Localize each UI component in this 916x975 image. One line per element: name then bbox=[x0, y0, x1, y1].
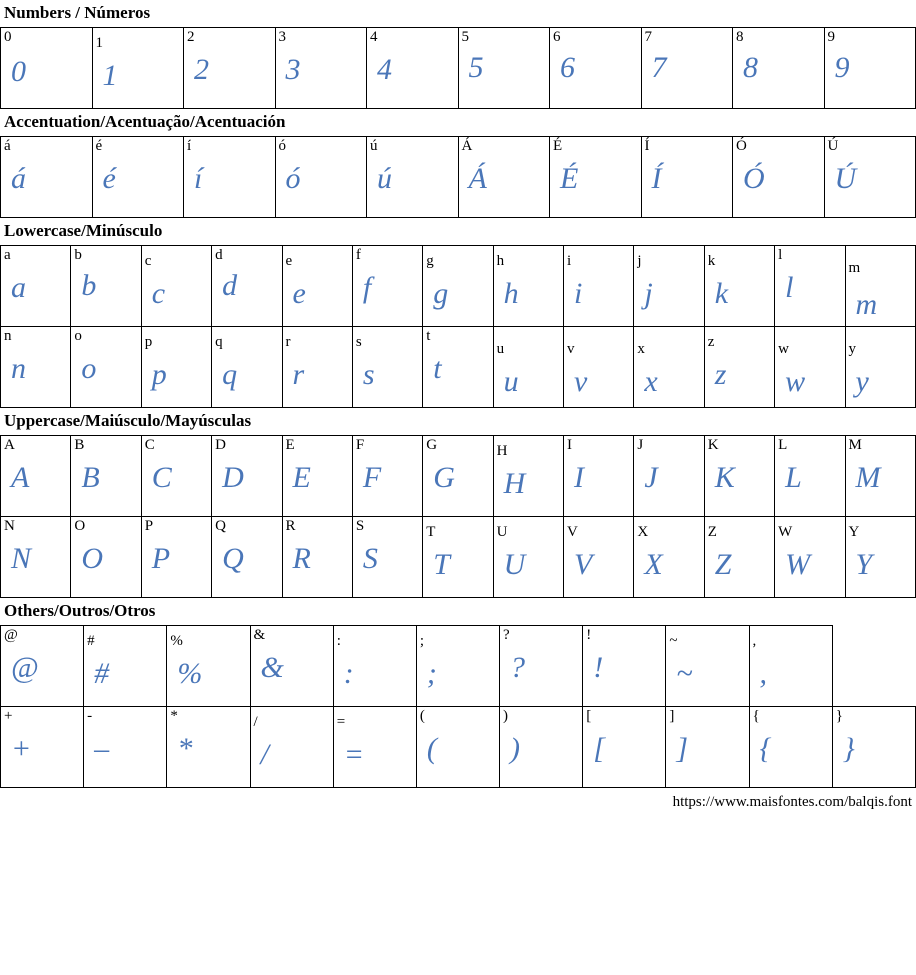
glyph-cell-c bbox=[141, 246, 211, 327]
char-sample: O bbox=[81, 542, 104, 575]
glyph-cell-brace-close bbox=[832, 707, 915, 788]
glyph-cell-comma bbox=[749, 626, 832, 707]
glyph-cell-J bbox=[634, 436, 704, 517]
char-label: L bbox=[778, 437, 788, 453]
glyph-cell-O bbox=[71, 517, 141, 598]
char-sample: D bbox=[222, 461, 245, 494]
char-label: y bbox=[848, 341, 856, 357]
char-sample: ó bbox=[285, 162, 301, 195]
char-sample: ~ bbox=[676, 657, 694, 690]
char-label: a bbox=[4, 247, 11, 263]
char-sample: K bbox=[714, 461, 736, 494]
char-sample: t bbox=[433, 352, 443, 385]
char-sample: * bbox=[177, 732, 193, 765]
table-row bbox=[1, 707, 916, 788]
char-label: 6 bbox=[553, 29, 561, 45]
glyph-cell-h bbox=[493, 246, 563, 327]
char-label: V bbox=[567, 524, 578, 540]
char-sample: L bbox=[785, 461, 803, 494]
glyph-cell-x bbox=[634, 327, 704, 408]
char-label: M bbox=[848, 437, 862, 453]
char-sample: ! bbox=[593, 651, 604, 684]
glyph-cell-q bbox=[212, 327, 282, 408]
char-label: { bbox=[752, 708, 760, 724]
source-url[interactable]: https://www.maisfontes.com/balqis.font bbox=[672, 794, 912, 810]
glyph-table-others bbox=[0, 625, 916, 788]
char-sample: W bbox=[785, 548, 811, 581]
glyph-cell-ampersand bbox=[250, 626, 333, 707]
glyph-cell-I-acute bbox=[641, 137, 733, 218]
char-label: k bbox=[707, 253, 716, 269]
char-label: W bbox=[778, 524, 793, 540]
table-row bbox=[1, 517, 916, 598]
char-label: J bbox=[637, 437, 644, 453]
glyph-cell-E-acute bbox=[550, 137, 642, 218]
char-label: ( bbox=[419, 708, 425, 724]
char-label: - bbox=[87, 708, 93, 724]
char-sample: c bbox=[151, 277, 166, 310]
char-sample: f bbox=[362, 271, 372, 304]
char-label: q bbox=[215, 334, 223, 350]
char-label: * bbox=[170, 708, 178, 724]
glyph-cell-K bbox=[704, 436, 774, 517]
glyph-cell-u-acute bbox=[367, 137, 459, 218]
char-sample: é bbox=[102, 162, 117, 195]
char-sample: @ bbox=[11, 651, 40, 684]
char-label: G bbox=[426, 437, 438, 453]
glyph-cell-brace-open bbox=[749, 707, 832, 788]
char-sample: F bbox=[362, 461, 382, 494]
glyph-cell-v bbox=[564, 327, 634, 408]
char-sample: 1 bbox=[102, 59, 118, 92]
char-sample: : bbox=[343, 657, 355, 690]
char-label: j bbox=[637, 253, 642, 269]
glyph-cell-l bbox=[775, 246, 845, 327]
glyph-cell-1 bbox=[92, 28, 184, 109]
char-label: & bbox=[253, 627, 266, 643]
glyph-cell-r bbox=[282, 327, 352, 408]
char-sample: # bbox=[94, 657, 110, 690]
char-label: Í bbox=[644, 138, 650, 154]
glyph-cell-8 bbox=[733, 28, 825, 109]
char-sample: q bbox=[222, 358, 238, 391]
glyph-cell-Z bbox=[704, 517, 774, 598]
char-sample: e bbox=[292, 277, 307, 310]
section-title-uppercase: Uppercase/Maiúsculo/Mayúsculas bbox=[4, 411, 252, 430]
char-sample: o bbox=[81, 352, 97, 385]
glyph-cell-d bbox=[212, 246, 282, 327]
char-label: % bbox=[170, 633, 183, 649]
char-label: d bbox=[215, 247, 223, 263]
glyph-cell-minus bbox=[84, 707, 167, 788]
glyph-cell-O-acute bbox=[733, 137, 825, 218]
char-sample: n bbox=[11, 352, 27, 385]
glyph-cell-asterisk bbox=[167, 707, 250, 788]
glyph-cell-2 bbox=[184, 28, 276, 109]
glyph-cell-a-acute bbox=[1, 137, 93, 218]
glyph-cell-e bbox=[282, 246, 352, 327]
char-label: B bbox=[74, 437, 85, 453]
section-title-numbers: Numbers / Números bbox=[4, 3, 151, 22]
char-sample: ] bbox=[676, 732, 689, 765]
glyph-cell-tilde bbox=[666, 626, 749, 707]
char-sample: Í bbox=[651, 162, 662, 195]
char-sample: É bbox=[560, 162, 579, 195]
char-label: 2 bbox=[187, 29, 195, 45]
glyph-cell-M bbox=[845, 436, 916, 517]
glyph-cell-7 bbox=[641, 28, 733, 109]
glyph-cell-L bbox=[775, 436, 845, 517]
char-sample: i bbox=[574, 277, 583, 310]
char-sample: E bbox=[292, 461, 312, 494]
char-sample: Ú bbox=[834, 162, 857, 195]
char-label: ? bbox=[503, 627, 510, 643]
char-sample: / bbox=[260, 738, 270, 771]
char-sample: V bbox=[574, 548, 593, 581]
char-sample: , bbox=[759, 657, 768, 690]
char-label: e bbox=[285, 253, 293, 269]
table-row bbox=[1, 327, 916, 408]
char-label: [ bbox=[586, 708, 592, 724]
char-label: í bbox=[187, 138, 192, 154]
glyph-cell-V bbox=[564, 517, 634, 598]
char-sample: H bbox=[503, 467, 526, 500]
glyph-cell-R bbox=[282, 517, 352, 598]
glyph-cell-question bbox=[500, 626, 583, 707]
char-sample: 8 bbox=[743, 51, 759, 84]
char-label: 8 bbox=[736, 29, 744, 45]
char-sample: 3 bbox=[285, 53, 301, 86]
char-label: 9 bbox=[827, 29, 835, 45]
glyph-cell-i-acute bbox=[184, 137, 276, 218]
char-sample: ; bbox=[426, 657, 438, 690]
glyph-cell-m bbox=[845, 246, 916, 327]
char-sample: p bbox=[151, 358, 168, 391]
char-label: ; bbox=[419, 633, 425, 649]
char-sample: { bbox=[759, 732, 773, 765]
char-sample: a bbox=[11, 271, 27, 304]
section-title-lowercase: Lowercase/Minúsculo bbox=[4, 221, 163, 240]
char-label: F bbox=[355, 437, 365, 453]
char-label: O bbox=[74, 518, 86, 534]
glyph-cell-n bbox=[1, 327, 71, 408]
char-label: ] bbox=[669, 708, 675, 724]
char-label: h bbox=[496, 253, 505, 269]
char-sample: U bbox=[503, 548, 526, 581]
char-label: o bbox=[74, 328, 82, 344]
char-label: P bbox=[144, 518, 154, 534]
glyph-cell-B bbox=[71, 436, 141, 517]
char-sample: 2 bbox=[194, 53, 210, 86]
char-label: z bbox=[707, 334, 715, 350]
char-label: ó bbox=[278, 138, 286, 154]
char-label: u bbox=[496, 341, 505, 357]
glyph-cell-plus bbox=[1, 707, 84, 788]
glyph-cell-semicolon bbox=[416, 626, 499, 707]
char-sample: m bbox=[855, 288, 878, 321]
char-sample: } bbox=[842, 732, 856, 765]
char-label: T bbox=[426, 524, 436, 540]
char-label: ! bbox=[586, 627, 592, 643]
glyph-cell-j bbox=[634, 246, 704, 327]
glyph-cell-9 bbox=[824, 28, 916, 109]
char-label: x bbox=[637, 341, 645, 357]
glyph-cell-5 bbox=[458, 28, 550, 109]
glyph-cell-k bbox=[704, 246, 774, 327]
char-sample: d bbox=[222, 269, 238, 302]
char-sample: 9 bbox=[834, 51, 850, 84]
glyph-cell-U bbox=[493, 517, 563, 598]
char-sample: b bbox=[81, 269, 97, 302]
char-sample: Ó bbox=[743, 162, 766, 195]
char-sample: & bbox=[260, 651, 285, 684]
char-sample: ú bbox=[377, 162, 393, 195]
char-sample: 4 bbox=[377, 53, 393, 86]
char-label: c bbox=[144, 253, 152, 269]
char-sample: X bbox=[644, 548, 664, 581]
glyph-cell-E bbox=[282, 436, 352, 517]
glyph-cell-o bbox=[71, 327, 141, 408]
glyph-cell-paren-open bbox=[416, 707, 499, 788]
glyph-table-numbers bbox=[0, 27, 916, 109]
table-row bbox=[1, 246, 916, 327]
char-label: A bbox=[4, 437, 15, 453]
char-label: C bbox=[144, 437, 155, 453]
char-label: = bbox=[336, 714, 346, 730]
char-sample: r bbox=[292, 358, 305, 391]
glyph-cell-percent bbox=[167, 626, 250, 707]
char-sample: 6 bbox=[560, 51, 576, 84]
glyph-cell-b bbox=[71, 246, 141, 327]
char-sample: Q bbox=[222, 542, 245, 575]
glyph-cell-equals bbox=[333, 707, 416, 788]
char-label: 3 bbox=[278, 29, 286, 45]
char-sample: M bbox=[855, 461, 881, 494]
table-row bbox=[1, 28, 916, 109]
glyph-cell-u bbox=[493, 327, 563, 408]
glyph-cell-F bbox=[352, 436, 422, 517]
table-row bbox=[1, 436, 916, 517]
char-label: + bbox=[4, 708, 13, 724]
glyph-cell-i bbox=[564, 246, 634, 327]
char-sample: % bbox=[177, 657, 203, 690]
char-label: t bbox=[426, 328, 431, 344]
char-label: b bbox=[74, 247, 82, 263]
char-sample: [ bbox=[593, 732, 606, 765]
char-label: R bbox=[285, 518, 296, 534]
char-label: 7 bbox=[644, 29, 652, 45]
glyph-cell-Q bbox=[212, 517, 282, 598]
glyph-cell-6 bbox=[550, 28, 642, 109]
char-label: l bbox=[778, 247, 783, 263]
char-sample: R bbox=[292, 542, 312, 575]
char-label: E bbox=[285, 437, 295, 453]
glyph-cell-S bbox=[352, 517, 422, 598]
char-label: v bbox=[567, 341, 575, 357]
table-row bbox=[1, 137, 916, 218]
glyph-cell-e-acute bbox=[92, 137, 184, 218]
char-label: @ bbox=[4, 627, 18, 643]
char-sample: k bbox=[714, 277, 729, 310]
char-label: 4 bbox=[370, 29, 378, 45]
char-label: p bbox=[144, 334, 153, 350]
glyph-cell-Y bbox=[845, 517, 916, 598]
char-label: S bbox=[355, 518, 365, 534]
glyph-cell-colon bbox=[333, 626, 416, 707]
char-sample: A bbox=[11, 461, 30, 494]
section-title-others: Others/Outros/Otros bbox=[4, 601, 156, 620]
char-sample: x bbox=[644, 365, 659, 398]
char-sample: y bbox=[855, 365, 870, 398]
char-sample: h bbox=[503, 277, 520, 310]
char-sample: T bbox=[433, 548, 451, 581]
char-label: f bbox=[355, 247, 361, 263]
glyph-cell-U-acute bbox=[824, 137, 916, 218]
char-label: w bbox=[778, 341, 789, 357]
char-label: Á bbox=[461, 138, 473, 154]
char-sample: I bbox=[574, 461, 585, 494]
glyph-cell-G bbox=[423, 436, 493, 517]
char-label: 5 bbox=[461, 29, 469, 45]
char-label: N bbox=[4, 518, 15, 534]
glyph-cell-A-acute bbox=[458, 137, 550, 218]
glyph-cell-0 bbox=[1, 28, 93, 109]
char-sample: 0 bbox=[11, 55, 27, 88]
glyph-cell-bracket-open bbox=[583, 707, 666, 788]
glyph-cell-A bbox=[1, 436, 71, 517]
char-sample: P bbox=[151, 542, 171, 575]
glyph-cell-T bbox=[423, 517, 493, 598]
char-sample: = bbox=[343, 738, 365, 771]
char-label: Y bbox=[848, 524, 860, 540]
glyph-cell-f bbox=[352, 246, 422, 327]
glyph-cell-z bbox=[704, 327, 774, 408]
section-title-accentuation: Accentuation/Acentuação/Acentuación bbox=[4, 112, 286, 131]
glyph-table-uppercase bbox=[0, 435, 916, 598]
char-label: é bbox=[95, 138, 103, 154]
char-label: , bbox=[752, 633, 757, 649]
char-label: K bbox=[707, 437, 719, 453]
char-sample: w bbox=[785, 365, 806, 398]
glyph-cell-exclamation bbox=[583, 626, 666, 707]
char-label: } bbox=[835, 708, 843, 724]
char-label: Q bbox=[215, 518, 226, 534]
char-sample: j bbox=[644, 277, 654, 310]
char-label: ~ bbox=[669, 633, 678, 649]
char-sample: 7 bbox=[651, 51, 667, 84]
char-sample: Z bbox=[714, 548, 732, 581]
glyph-cell-s bbox=[352, 327, 422, 408]
char-sample: ? bbox=[510, 651, 526, 684]
char-sample: B bbox=[81, 461, 101, 494]
char-label: U bbox=[496, 524, 508, 540]
char-label: X bbox=[637, 524, 649, 540]
char-sample: l bbox=[785, 271, 794, 304]
glyph-cell-W bbox=[775, 517, 845, 598]
char-sample: g bbox=[433, 277, 449, 310]
glyph-cell-3 bbox=[275, 28, 367, 109]
glyph-cell-a bbox=[1, 246, 71, 327]
char-label: # bbox=[87, 633, 95, 649]
char-label: ú bbox=[370, 138, 378, 154]
glyph-cell-slash bbox=[250, 707, 333, 788]
char-label: n bbox=[4, 328, 12, 344]
glyph-cell-bracket-close bbox=[666, 707, 749, 788]
char-label: Ú bbox=[827, 138, 839, 154]
glyph-cell-t bbox=[423, 327, 493, 408]
char-sample: N bbox=[11, 542, 32, 575]
glyph-cell-paren-close bbox=[500, 707, 583, 788]
glyph-cell-C bbox=[141, 436, 211, 517]
char-sample: s bbox=[362, 358, 376, 391]
glyph-cell-X bbox=[634, 517, 704, 598]
glyph-cell-4 bbox=[367, 28, 459, 109]
char-sample: á bbox=[11, 162, 27, 195]
char-label: É bbox=[553, 138, 563, 154]
char-label: Ó bbox=[736, 138, 747, 154]
char-sample: J bbox=[644, 461, 659, 494]
char-label: 0 bbox=[4, 29, 12, 45]
char-sample: í bbox=[194, 162, 203, 195]
glyph-cell-P bbox=[141, 517, 211, 598]
glyph-cell-H bbox=[493, 436, 563, 517]
glyph-table-accentuation bbox=[0, 136, 916, 218]
glyph-cell-w bbox=[775, 327, 845, 408]
glyph-cell-p bbox=[141, 327, 211, 408]
char-sample: C bbox=[151, 461, 173, 494]
char-label: i bbox=[567, 253, 572, 269]
char-label: 1 bbox=[95, 35, 103, 51]
glyph-cell-o-acute bbox=[275, 137, 367, 218]
char-sample: 5 bbox=[468, 51, 484, 84]
glyph-table-lowercase bbox=[0, 245, 916, 408]
char-label: / bbox=[253, 714, 258, 730]
char-sample: Á bbox=[468, 162, 488, 195]
char-label: á bbox=[4, 138, 11, 154]
glyph-cell-at bbox=[1, 626, 84, 707]
char-sample: ) bbox=[510, 732, 521, 765]
char-sample: z bbox=[714, 358, 727, 391]
char-label: ) bbox=[503, 708, 509, 724]
char-label: Z bbox=[707, 524, 717, 540]
char-label: H bbox=[496, 443, 508, 459]
char-sample: G bbox=[433, 461, 456, 494]
char-label: I bbox=[567, 437, 572, 453]
glyph-cell-y bbox=[845, 327, 916, 408]
table-row bbox=[1, 626, 916, 707]
char-sample: u bbox=[503, 365, 520, 398]
char-label: g bbox=[426, 253, 434, 269]
glyph-cell-hash bbox=[84, 626, 167, 707]
glyph-cell-N bbox=[1, 517, 71, 598]
char-label: : bbox=[336, 633, 341, 649]
char-sample: S bbox=[362, 542, 379, 575]
char-label: r bbox=[285, 334, 291, 350]
char-label: s bbox=[355, 334, 362, 350]
char-sample: v bbox=[574, 365, 588, 398]
char-label: D bbox=[215, 437, 226, 453]
char-sample: ( bbox=[426, 732, 438, 765]
glyph-cell-D bbox=[212, 436, 282, 517]
char-label: m bbox=[848, 260, 861, 276]
char-sample: Y bbox=[855, 548, 873, 581]
char-sample: + bbox=[11, 732, 32, 765]
glyph-cell-g bbox=[423, 246, 493, 327]
char-sample: – bbox=[94, 732, 110, 765]
glyph-cell-I bbox=[564, 436, 634, 517]
